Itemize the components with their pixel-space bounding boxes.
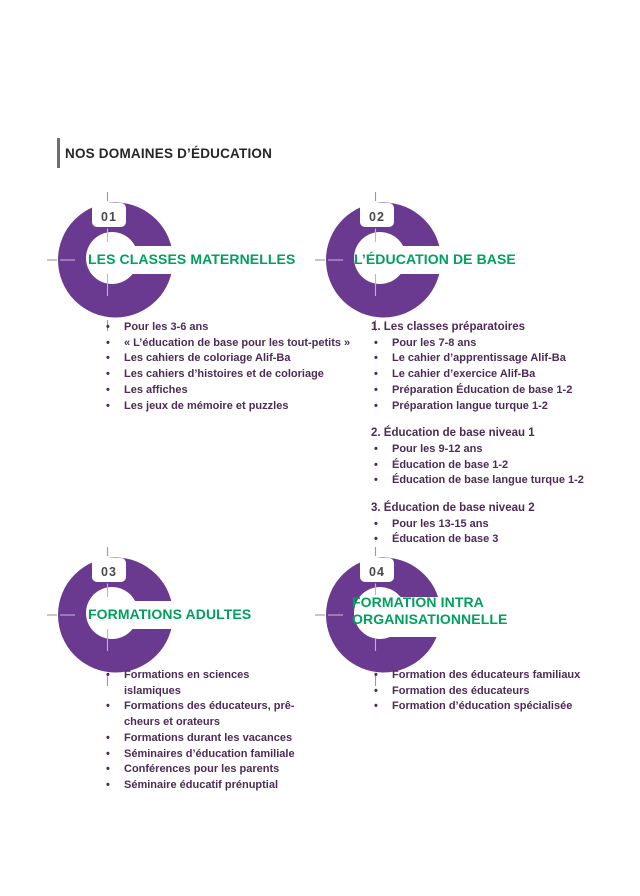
list-item xyxy=(103,399,365,415)
section-number: 04 xyxy=(369,565,385,579)
section-title-classes-maternelles: LES CLASSES MATERNELLES xyxy=(88,251,296,267)
page-title-block xyxy=(57,138,272,168)
list-item-text: Éducation de base 1-2 xyxy=(392,458,509,471)
section-list-formation-intra xyxy=(371,668,613,715)
list-item-text: Formation des éducateurs xyxy=(392,684,530,697)
list-group-heading: 1. Les classes préparatoires xyxy=(371,321,526,333)
bullet-icon: • xyxy=(374,684,378,697)
section-number: 03 xyxy=(101,565,117,579)
bullet-icon: • xyxy=(106,778,110,791)
section-title-education-de-base: L’ÉDUCATION DE BASE xyxy=(354,251,516,267)
bullet-list xyxy=(371,336,613,415)
section-list-formations-adultes xyxy=(103,668,301,794)
list-item xyxy=(371,517,613,533)
list-item-text: Formation des éducateurs familiaux xyxy=(392,669,581,681)
bullet-icon: • xyxy=(374,352,378,365)
list-item-text: Formations des éducateurs, prê-cheurs et orateurs xyxy=(124,700,295,729)
list-item xyxy=(371,458,613,474)
list-item xyxy=(103,731,301,747)
bullet-list xyxy=(371,517,613,548)
title-accent-bar xyxy=(57,138,60,168)
list-item-text: Pour les 7-8 ans xyxy=(392,336,477,349)
list-item xyxy=(371,684,613,700)
list-item xyxy=(103,320,365,336)
bullet-icon: • xyxy=(374,517,378,530)
list-item-text: Éducation de base langue turque 1-2 xyxy=(392,474,584,487)
list-item-text: Les cahiers de coloriage Alif-Ba xyxy=(124,352,291,365)
list-item xyxy=(103,383,365,399)
bullet-icon: • xyxy=(374,474,378,487)
list-item-text: Pour les 9-12 ans xyxy=(392,442,483,455)
list-item-text: Formations en sciences islamiques xyxy=(124,669,250,697)
bullet-icon: • xyxy=(106,731,110,744)
bullet-icon: • xyxy=(106,763,110,776)
list-item xyxy=(371,336,613,352)
bullet-icon: • xyxy=(106,368,110,381)
bullet-list xyxy=(103,320,365,414)
section-list-classes-maternelles xyxy=(103,320,365,414)
bullet-icon: • xyxy=(374,669,378,681)
bullet-list xyxy=(103,668,301,794)
bullet-icon: • xyxy=(374,368,378,381)
list-item xyxy=(103,762,301,778)
section-number: 01 xyxy=(101,210,117,224)
list-item xyxy=(103,351,365,367)
page-title: NOS DOMAINES D’ÉDUCATION xyxy=(65,145,273,161)
bullet-icon: • xyxy=(106,669,110,681)
list-item xyxy=(103,747,301,763)
bullet-icon: • xyxy=(374,442,378,455)
list-item-text: Éducation de base 3 xyxy=(392,533,499,546)
section-list-education-de-base xyxy=(371,320,613,548)
bullet-icon: • xyxy=(106,321,110,333)
list-item xyxy=(371,532,613,548)
bullet-icon: • xyxy=(106,383,110,396)
list-item xyxy=(103,367,365,383)
list-item xyxy=(103,699,301,730)
list-item xyxy=(103,778,301,794)
bullet-icon: • xyxy=(106,747,110,760)
list-item-text: « L’éducation de base pour les tout-petits » xyxy=(124,336,351,349)
bullet-icon: • xyxy=(374,700,378,713)
list-item xyxy=(371,668,613,684)
list-item-text: Le cahier d’exercice Alif-Ba xyxy=(392,368,536,381)
bullet-icon: • xyxy=(106,399,110,412)
list-item-text: Préparation langue turque 1-2 xyxy=(392,399,548,412)
list-item xyxy=(371,699,613,715)
bullet-icon: • xyxy=(106,352,110,365)
bullet-list xyxy=(371,442,613,489)
section-title-formation-intra: FORMATION INTRA ORGANISATIONNELLE xyxy=(352,594,508,627)
list-item-text: Pour les 3-6 ans xyxy=(124,321,209,333)
list-item-text: Séminaire éducatif prénuptial xyxy=(124,778,279,791)
bullet-icon: • xyxy=(374,336,378,349)
section-number: 02 xyxy=(369,210,385,224)
list-item-text: Les jeux de mémoire et puzzles xyxy=(124,399,289,412)
list-item xyxy=(371,473,613,489)
list-item-text: Formation d’éducation spécialisée xyxy=(392,700,573,713)
list-item-text: Séminaires d’éducation familiale xyxy=(124,747,295,760)
list-item xyxy=(371,399,613,415)
bullet-icon: • xyxy=(374,383,378,396)
list-item-text: Conférences pour les parents xyxy=(124,763,280,776)
list-item xyxy=(371,383,613,399)
list-item-text: Pour les 13-15 ans xyxy=(392,517,489,530)
list-item xyxy=(103,336,365,352)
list-item-text: Les cahiers d’histoires et de coloriage xyxy=(124,368,324,381)
list-item-text: Formations durant les vacances xyxy=(124,731,293,744)
list-item-text: Les affiches xyxy=(124,383,188,396)
list-group-heading: 3. Éducation de base niveau 2 xyxy=(371,502,535,515)
bullet-icon: • xyxy=(374,533,378,546)
list-item xyxy=(371,442,613,458)
section-title-formations-adultes: FORMATIONS ADULTES xyxy=(88,606,252,622)
bullet-list xyxy=(371,668,613,715)
list-group-heading: 2. Éducation de base niveau 1 xyxy=(371,427,535,440)
bullet-icon: • xyxy=(106,336,110,349)
bullet-icon: • xyxy=(374,458,378,471)
list-item xyxy=(103,668,301,699)
list-item xyxy=(371,351,613,367)
list-item-text: Le cahier d’apprentissage Alif-Ba xyxy=(392,352,566,365)
bullet-icon: • xyxy=(374,399,378,412)
list-item xyxy=(371,367,613,383)
bullet-icon: • xyxy=(106,700,110,713)
list-item-text: Préparation Éducation de base 1-2 xyxy=(392,383,573,396)
